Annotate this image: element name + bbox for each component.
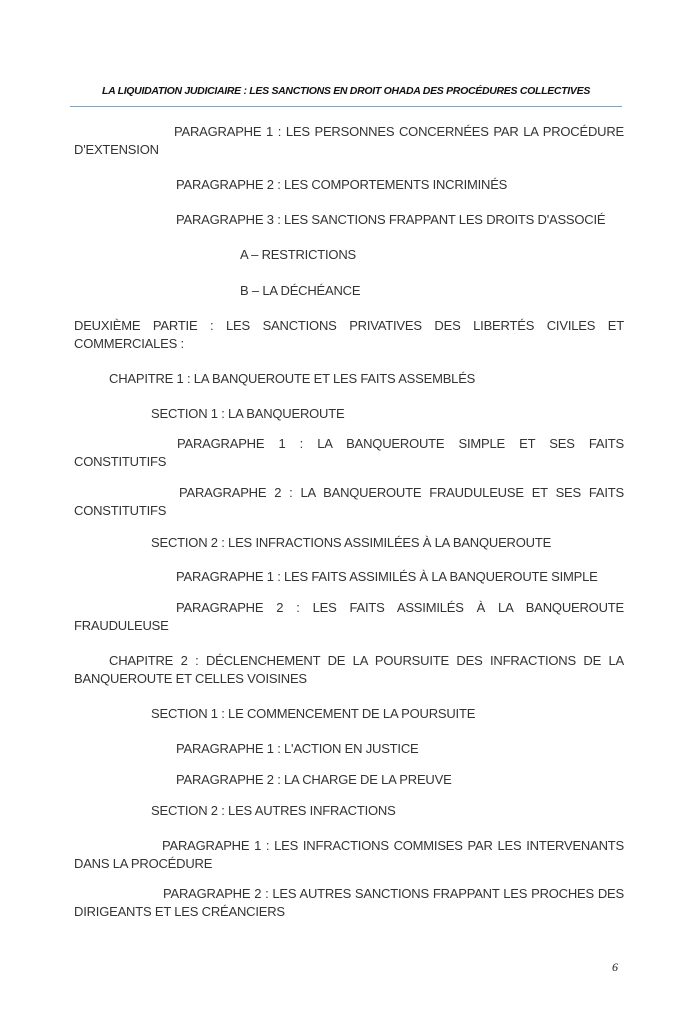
toc-entry: PARAGRAPHE 1 : L'ACTION EN JUSTICE bbox=[176, 741, 419, 756]
toc-entry: PARAGRAPHE 1 : LES INFRACTIONS COMMISES PAR LES INTERVENANTS DANS LA PROCÉDURE bbox=[74, 838, 624, 871]
toc-entry: SECTION 2 : LES AUTRES INFRACTIONS bbox=[151, 803, 396, 818]
toc-entry: CHAPITRE 1 : LA BANQUEROUTE ET LES FAITS ASSEMBLÉS bbox=[109, 371, 476, 386]
running-header: LA LIQUIDATION JUDICIAIRE : LES SANCTIONS EN DROIT OHADA DES PROCÉDURES COLLECTIVES bbox=[101, 85, 591, 97]
toc-entry: PARAGRAPHE 2 : LES AUTRES SANCTIONS FRAPPANT LES PROCHES DES DIRIGEANTS ET LES CRÉANCIERS bbox=[74, 886, 624, 919]
toc-entry: CHAPITRE 2 : DÉCLENCHEMENT DE LA POURSUITE DES INFRACTIONS DE LA BANQUEROUTE ET CELLES VOISINES bbox=[74, 653, 624, 686]
toc-entry: PARAGRAPHE 1 : LES PERSONNES CONCERNÉES PAR LA PROCÉDURE D'EXTENSION bbox=[74, 124, 624, 157]
toc-entry: PARAGRAPHE 1 : LA BANQUEROUTE SIMPLE ET SES FAITS CONSTITUTIFS bbox=[74, 436, 624, 469]
toc-entry: PARAGRAPHE 1 : LES FAITS ASSIMILÉS À LA BANQUEROUTE SIMPLE bbox=[176, 569, 598, 584]
toc-entry: PARAGRAPHE 2 : LA CHARGE DE LA PREUVE bbox=[176, 772, 452, 787]
toc-entry: SECTION 2 : LES INFRACTIONS ASSIMILÉES À LA BANQUEROUTE bbox=[151, 535, 552, 550]
toc-entry: DEUXIÈME PARTIE : LES SANCTIONS PRIVATIVES DES LIBERTÉS CIVILES ET COMMERCIALES : bbox=[74, 318, 624, 351]
toc-entry: A – RESTRICTIONS bbox=[240, 247, 356, 262]
page-number: 6 bbox=[612, 960, 618, 974]
toc-entry: SECTION 1 : LE COMMENCEMENT DE LA POURSUITE bbox=[151, 706, 476, 721]
toc-entry: PARAGRAPHE 2 : LES COMPORTEMENTS INCRIMINÉS bbox=[176, 177, 508, 192]
toc-entry: PARAGRAPHE 2 : LES FAITS ASSIMILÉS À LA BANQUEROUTE FRAUDULEUSE bbox=[74, 600, 624, 633]
header-divider bbox=[70, 106, 622, 107]
toc-entry: PARAGRAPHE 3 : LES SANCTIONS FRAPPANT LES DROITS D'ASSOCIÉ bbox=[176, 212, 606, 227]
toc-entry: B – LA DÉCHÉANCE bbox=[240, 283, 361, 298]
toc-entry: PARAGRAPHE 2 : LA BANQUEROUTE FRAUDULEUSE ET SES FAITS CONSTITUTIFS bbox=[74, 485, 624, 518]
toc-entry: SECTION 1 : LA BANQUEROUTE bbox=[151, 406, 345, 421]
